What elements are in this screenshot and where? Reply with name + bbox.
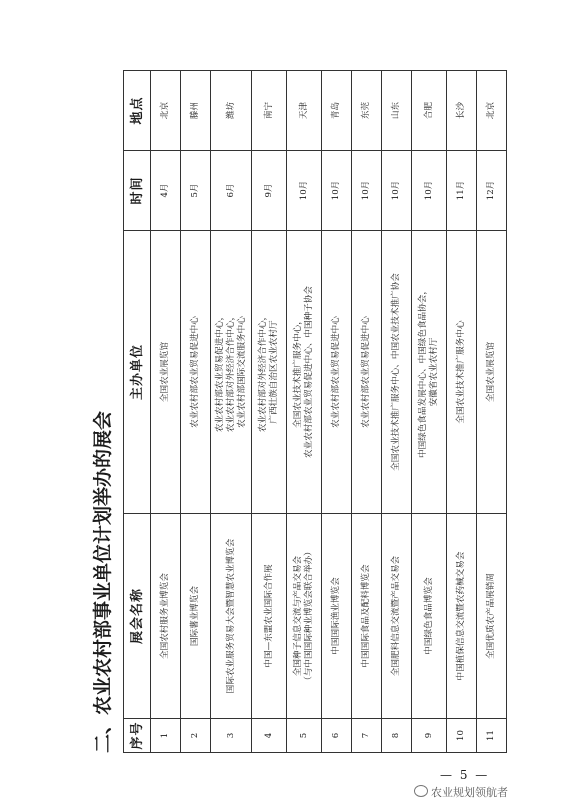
- page-number: — 5 —: [440, 768, 490, 782]
- cell-name-line: 中国绿色食品博览会: [423, 577, 434, 655]
- cell-name: [252, 514, 287, 719]
- table-row: [181, 71, 211, 753]
- cell-organizer: [252, 231, 287, 514]
- cell-organizer-line: 广西壮族自治区农业农村厅: [269, 320, 279, 424]
- cell-time: 4月: [151, 151, 181, 231]
- cell-name-line: （与中国国际种业博览会联合举办）: [304, 547, 314, 685]
- table-row: [151, 71, 181, 753]
- cell-place: 北京: [477, 71, 507, 151]
- cell-name: [287, 514, 322, 719]
- table-row: [352, 71, 382, 753]
- cell-time: 10月: [352, 151, 382, 231]
- cell-organizer: [322, 231, 352, 514]
- cell-no: 10: [447, 719, 477, 753]
- watermark-text: 农业规划领航者: [431, 786, 508, 799]
- cell-organizer-line: 农业农村部农业贸易促进中心，: [214, 311, 225, 433]
- cell-organizer: [382, 231, 412, 514]
- table-row: [447, 71, 477, 753]
- cell-organizer: [211, 231, 252, 514]
- cell-time: 5月: [181, 151, 211, 231]
- cell-organizer-line: 全国农业技术推广服务中心、中国农业技术推广协会: [391, 273, 401, 471]
- rotated-page-content: [87, 71, 496, 753]
- cell-name-line: 全国种子信息交流与产品交易会: [293, 555, 303, 677]
- cell-organizer-line: 全国农业展览馆: [160, 341, 170, 403]
- cell-no: 11: [477, 719, 507, 753]
- cell-no: 2: [181, 719, 211, 753]
- cell-name-line: 中国植保信息交流暨农药械交易会: [456, 551, 466, 681]
- cell-place: 滕州: [181, 71, 211, 151]
- cell-place: 南宁: [252, 71, 287, 151]
- cell-organizer: [447, 231, 477, 514]
- cell-no: 8: [382, 719, 412, 753]
- cell-place: 北京: [151, 71, 181, 151]
- cell-name-line: 国际农业服务贸易大会暨智慧农业博览会: [225, 538, 236, 694]
- table-row: [382, 71, 412, 753]
- cell-organizer-line: 农业农村部农业贸易促进中心: [190, 316, 200, 428]
- header-name: 展会名称: [124, 514, 151, 719]
- table-row: [477, 71, 507, 753]
- cell-organizer-line: 农业农村部农业贸易促进中心: [331, 316, 341, 428]
- cell-place: 合肥: [412, 71, 447, 151]
- cell-organizer: [151, 231, 181, 514]
- cell-name-line: 中国—东盟农业国际合作展: [263, 564, 274, 668]
- cell-time: 10月: [382, 151, 412, 231]
- cell-no: 1: [151, 719, 181, 753]
- cell-no: 6: [322, 719, 352, 753]
- cell-name: [477, 514, 507, 719]
- cell-place: 天津: [287, 71, 322, 151]
- cell-name: [322, 514, 352, 719]
- cell-name-line: 全国农村服务业博览会: [160, 573, 170, 659]
- cell-name: [447, 514, 477, 719]
- cell-organizer: [412, 231, 447, 514]
- cell-name: [151, 514, 181, 719]
- cell-name-line: 中国国际渔业博览会: [331, 577, 341, 655]
- cell-no: 7: [352, 719, 382, 753]
- cell-no: 5: [287, 719, 322, 753]
- cell-name: [412, 514, 447, 719]
- table-row: [211, 71, 252, 753]
- cell-organizer: [287, 231, 322, 514]
- cell-name: [382, 514, 412, 719]
- cell-place: 山东: [382, 71, 412, 151]
- header-time: 时间: [124, 151, 151, 231]
- cell-organizer-line: 农业农村部对外经济合作中心，: [258, 311, 268, 433]
- cell-name: [211, 514, 252, 719]
- table-row: [287, 71, 322, 753]
- cell-organizer: [352, 231, 382, 514]
- cell-name-line: 全国肥料信息交流暨产品交易会: [391, 555, 401, 677]
- table-row: [412, 71, 447, 753]
- cell-name-line: 中国国际食品及配料博览会: [361, 564, 371, 668]
- table-row: [322, 71, 352, 753]
- cell-organizer-line: 农业农村部农业贸易促进中心、中国种子协会: [304, 286, 314, 458]
- cell-time: 9月: [252, 151, 287, 231]
- cell-organizer-line: 农业农村部农业贸易促进中心: [361, 316, 371, 428]
- cell-time: 10月: [287, 151, 322, 231]
- cell-no: 4: [252, 719, 287, 753]
- table-body: [151, 71, 507, 753]
- cell-name: [181, 514, 211, 719]
- cell-organizer-line: 全国农业技术推广服务中心，: [293, 316, 303, 428]
- cell-organizer-line: 农业农村部对外经济合作中心，: [225, 311, 236, 433]
- cell-place: 潍坊: [211, 71, 252, 151]
- cell-organizer-line: 全国农业技术推广服务中心: [456, 320, 466, 424]
- cell-time: 6月: [211, 151, 252, 231]
- wechat-icon: [414, 785, 428, 797]
- cell-name: [352, 514, 382, 719]
- cell-organizer-line: 安徽省农业农村厅: [429, 337, 439, 407]
- exhibition-table: [123, 70, 507, 753]
- cell-no: 3: [211, 719, 252, 753]
- cell-place: 青岛: [322, 71, 352, 151]
- cell-time: 12月: [477, 151, 507, 231]
- cell-organizer-line: 全国农业展览馆: [486, 341, 496, 403]
- cell-name-line: 国际薯业博览会: [190, 585, 200, 647]
- header-organizer: 主办单位: [124, 231, 151, 514]
- table-row: [252, 71, 287, 753]
- header-no: 序号: [124, 719, 151, 753]
- cell-no: 9: [412, 719, 447, 753]
- cell-organizer: [181, 231, 211, 514]
- cell-place: 长沙: [447, 71, 477, 151]
- cell-name-line: 全国优质农产品展销周: [486, 573, 496, 659]
- cell-organizer: [477, 231, 507, 514]
- cell-time: 11月: [447, 151, 477, 231]
- cell-place: 东莞: [352, 71, 382, 151]
- cell-time: 10月: [322, 151, 352, 231]
- table-header-row: [124, 71, 151, 753]
- cell-organizer-line: 中国绿色食品发展中心、中国绿色食品协会，: [418, 286, 428, 458]
- cell-time: 10月: [412, 151, 447, 231]
- header-place: 地点: [124, 71, 151, 151]
- section-title: 二、农业农村部事业单位计划举办的展会: [92, 410, 114, 753]
- cell-organizer-line: 农业农村部国际交流服务中心: [236, 316, 247, 428]
